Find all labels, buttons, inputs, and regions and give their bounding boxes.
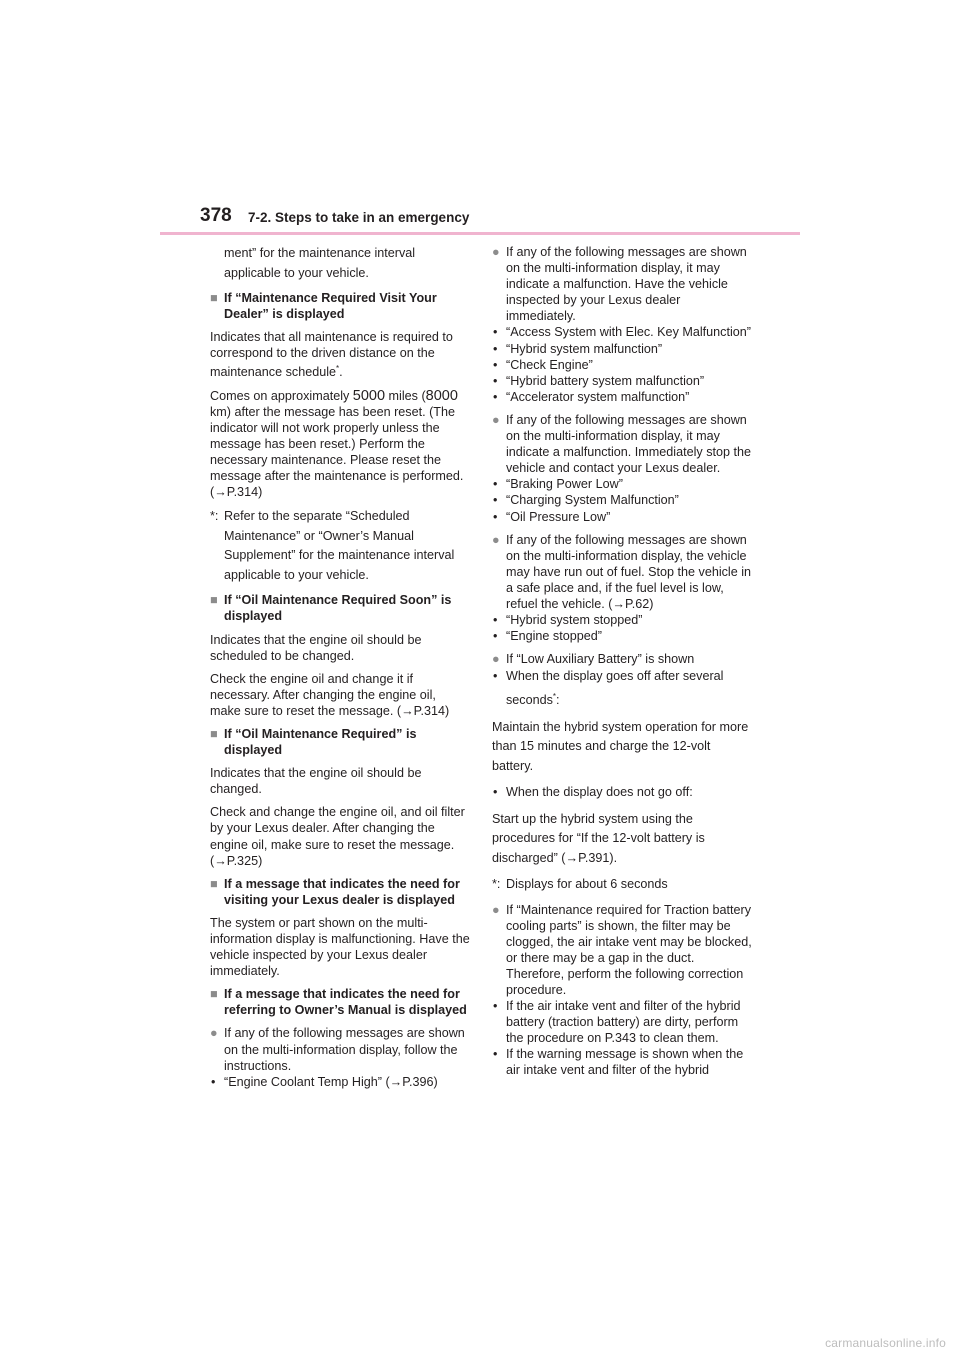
square-bullet-icon: ■ <box>210 593 218 608</box>
page-number: 378 <box>200 205 232 226</box>
paragraph: Check and change the engine oil, and oil filter by your Lexus dealer. After changing the engine oil, make sure to reset the message. (→P.325) <box>210 805 465 868</box>
footnote: *: Refer to the separate “Scheduled Maintenance” or “Owner’s Manual Supplement” for the maintenance interval applicable to your vehicle. <box>210 509 455 582</box>
circle-item: ● If any of the following messages are shown on the multi-information display, it may indicate a malfunction. Immediately stop the vehicle and contact your Lexus dealer. <box>492 412 752 476</box>
list-item: • “Access System with Elec. Key Malfunction” <box>493 325 751 340</box>
square-bullet-icon: ■ <box>210 876 218 891</box>
square-bullet-icon: ■ <box>210 987 218 1002</box>
square-bullet-icon: ■ <box>210 726 218 741</box>
paragraph: Indicates that the engine oil should be scheduled to be changed. <box>210 632 422 663</box>
list-item: • “Charging System Malfunction” <box>493 493 679 508</box>
square-bullet-icon: ■ <box>210 291 218 305</box>
section-title: 7-2. Steps to take in an emergency <box>248 210 470 225</box>
circle-item: ● If “Maintenance required for Traction battery cooling parts” is shown, the filter may be clogged, the air intake vent may be blocked, or there may be a gap in the duct. Therefore, perform the following correction procedure. <box>492 902 752 997</box>
watermark: carmanualsonline.info <box>825 1336 946 1350</box>
right-column <box>492 244 752 1079</box>
left-column <box>210 244 470 1090</box>
circle-bullet-icon: ● <box>492 412 500 427</box>
header-rule <box>160 232 800 235</box>
list-item: • When the display goes off after several seconds*: <box>493 669 724 708</box>
circle-item: ● If any of the following messages are shown on the multi-information display, it may indicate a malfunction. Have the vehicle inspected by your Lexus dealer immediately. <box>492 245 747 324</box>
paragraph: Start up the hybrid system using the procedures for “If the 12-volt battery is discharged” (→P.391). <box>492 811 705 865</box>
circle-bullet-icon: ● <box>492 652 500 667</box>
list-item: • “Hybrid battery system malfunction” <box>493 373 705 388</box>
list-item: • “Hybrid system stopped” <box>493 613 643 628</box>
list-item: • If the air intake vent and filter of the hybrid battery (traction battery) are dirty, perform the procedure on P.343 to clean them. <box>493 999 741 1046</box>
list-item: • “Hybrid system malfunction” <box>493 341 663 356</box>
paragraph: Check the engine oil and change it if necessary. After changing the engine oil, make sure to reset the message. (→P.314) <box>210 671 450 718</box>
list-item: • When the display does not go off: <box>493 785 693 800</box>
list-item: • “Engine Coolant Temp High” (→P.396) <box>211 1074 438 1089</box>
list-item: • “Oil Pressure Low” <box>493 509 611 524</box>
circle-item: ● If any of the following messages are shown on the multi-information display, the vehicle may have run out of fuel. Stop the vehicle in a safe place and, if the fuel level is low, refuel the vehicle. (→P.62) <box>492 532 752 611</box>
list-item: • “Braking Power Low” <box>493 477 623 492</box>
paragraph: Comes on approximately 5000 miles (8000 km) after the message has been reset. (The indicator will not work properly unless the message has been reset.) Perform the necessary maintenance. Please reset the message after the maintenance is performed. (→P.314) <box>210 387 464 500</box>
paragraph: Indicates that all maintenance is required to correspond to the driven distance on the maintenance schedule*. <box>210 330 453 380</box>
list-item: • “Accelerator system malfunction” <box>493 389 690 404</box>
circle-item: ● If any of the following messages are shown on the multi-information display, follow the instructions. <box>210 1026 465 1073</box>
footnote: *: Displays for about 6 seconds <box>492 877 668 892</box>
heading-maintenance-visit-dealer: ■ If “Maintenance Required Visit Your Dealer” is displayed <box>210 291 437 322</box>
circle-bullet-icon: ● <box>210 1026 218 1041</box>
list-item: • “Engine stopped” <box>493 629 602 644</box>
heading-refer-owners-manual: ■ If a message that indicates the need for referring to Owner’s Manual is displayed <box>210 987 467 1018</box>
heading-oil-maintenance-required: ■ If “Oil Maintenance Required” is displayed <box>210 726 417 758</box>
circle-bullet-icon: ● <box>492 902 500 917</box>
list-item: • If the warning message is shown when the air intake vent and filter of the hybrid <box>493 1047 744 1078</box>
paragraph: Maintain the hybrid system operation for more than 15 minutes and charge the 12-volt battery. <box>492 719 749 773</box>
paragraph: Indicates that the engine oil should be changed. <box>210 766 422 797</box>
circle-bullet-icon: ● <box>492 245 500 259</box>
heading-visit-dealer-message: ■ If a message that indicates the need for visiting your Lexus dealer is displayed <box>210 876 460 907</box>
list-item: • “Check Engine” <box>493 357 593 372</box>
continued-note-text: ment” for the maintenance interval applicable to your vehicle. <box>224 246 416 280</box>
paragraph: The system or part shown on the multi-information display is malfunctioning. Have the vehicle inspected by your Lexus dealer immediately. <box>210 915 470 979</box>
circle-item: ● If “Low Auxiliary Battery” is shown <box>492 652 695 667</box>
circle-bullet-icon: ● <box>492 532 500 547</box>
heading-oil-maintenance-soon: ■ If “Oil Maintenance Required Soon” is displayed <box>210 593 452 624</box>
